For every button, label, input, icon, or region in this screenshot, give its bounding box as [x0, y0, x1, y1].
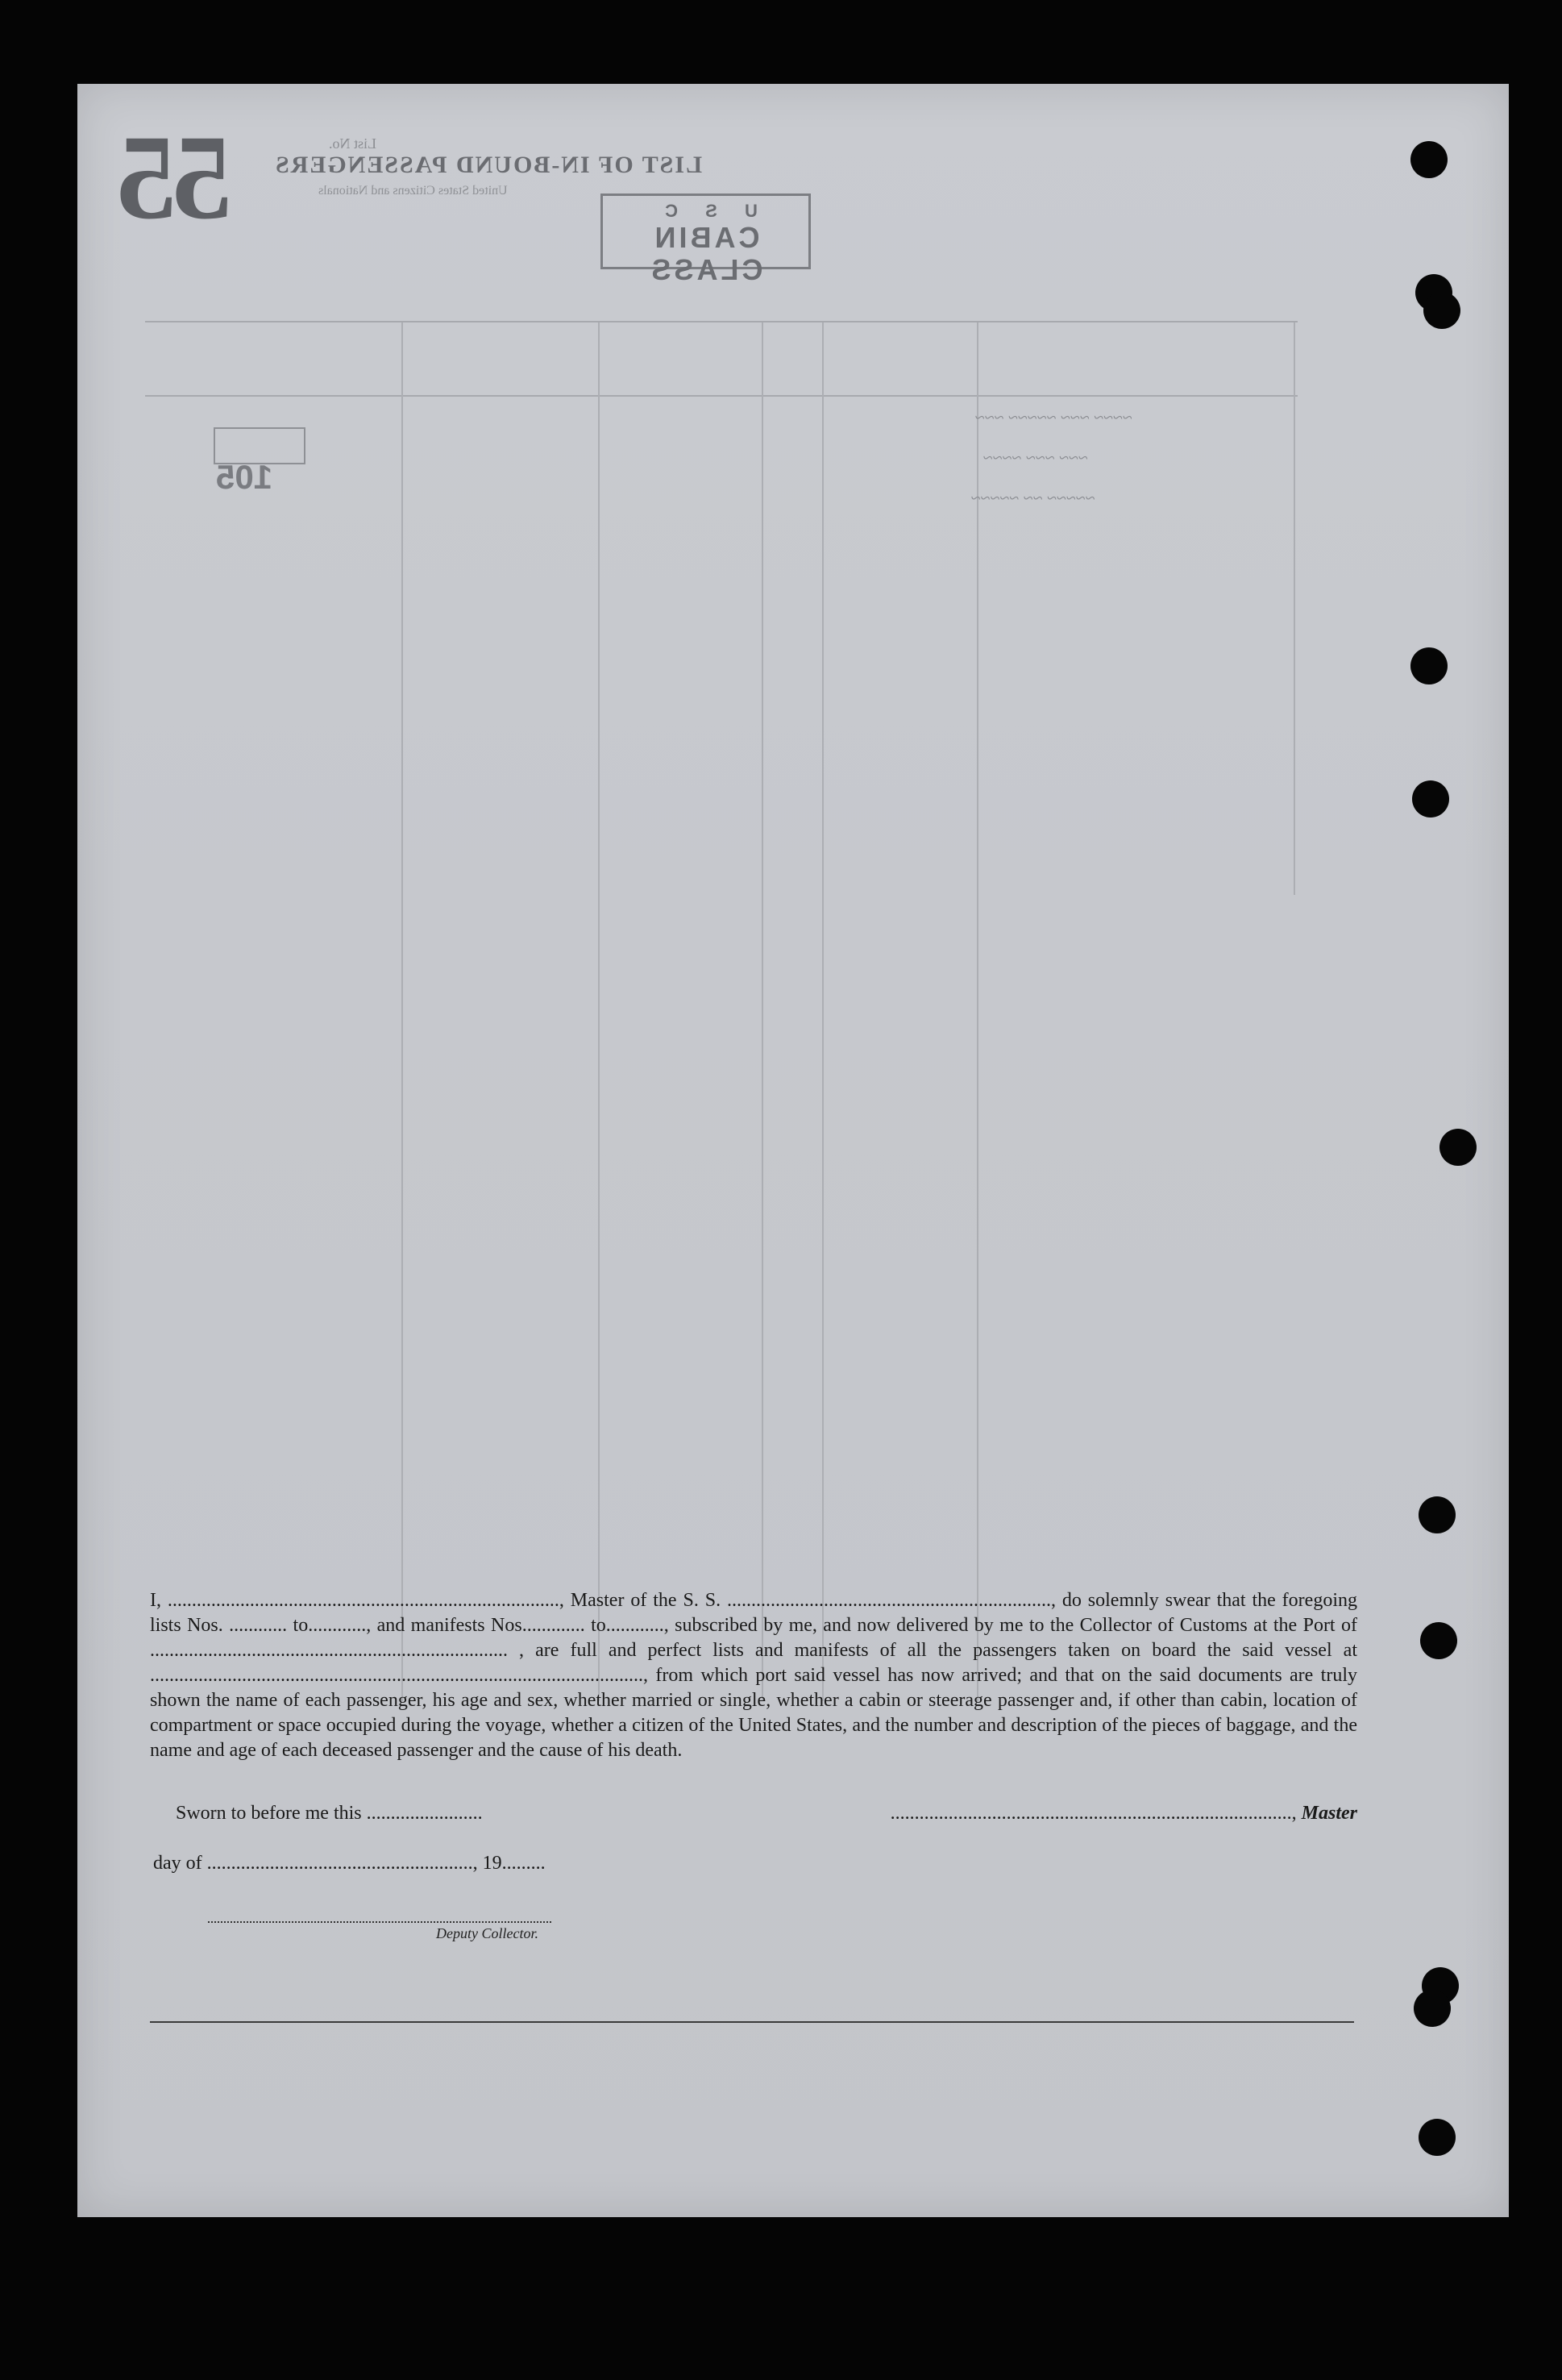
table-column-rule [822, 322, 824, 1701]
master-oath [150, 1588, 1357, 1763]
binder-hole [1420, 1622, 1457, 1659]
binder-hole [1412, 780, 1449, 818]
stamped-number-bleedthrough: 105 [216, 458, 273, 496]
day-line: day of ......................................................., 19......... [153, 1853, 546, 1874]
table-header-rule [145, 395, 1298, 397]
table-column-rule [977, 322, 978, 1701]
master-signature-dots: ..................................................................................., [890, 1803, 1297, 1824]
stamp-line-1: U S C [654, 201, 758, 221]
handwritten-entry-bleedthrough: ~~~ ~~~ ~~~~ [983, 447, 1089, 468]
handwritten-entry-bleedthrough: ~~~~ ~~~ ~~~~~ ~~~ [975, 407, 1133, 427]
binder-hole [1410, 141, 1448, 178]
title-bleedthrough: LIST OF IN-BOUND PASSENGERS [274, 152, 703, 178]
table-column-rule [1294, 322, 1295, 895]
binder-hole [1419, 2119, 1456, 2156]
cabin-class-stamp [600, 193, 811, 286]
sworn-line: Sworn to before me this ........................ [176, 1803, 483, 1824]
master-label: Master [1301, 1803, 1357, 1824]
bottom-rule [150, 2021, 1354, 2023]
binder-hole [1423, 292, 1460, 329]
binder-hole [1414, 1990, 1451, 2027]
oath-paragraph: I, ................................................................................., Master of the S. S. ..................................................................., do solemnly swear that the foregoing lists Nos. ............ to............, and manifests Nos............. to............, subscribed by me, and now delivered by me to the Collector of Customs at the Port of .......................................................................... , are full and perfect lists and manifests of all the passengers taken on board the said vessel at ......................................................................................................, from which port said vessel has now arrived; and that on the said documents are truly shown the name of each passenger, his age and sex, whether married or single, whether a cabin or steerage passenger and, if other than cabin, location of compartment or space occupied during the voyage, whether a citizen of the United States, and the number and description of the pieces of baggage, and the name and age of each deceased passenger and the cause of his death. [150, 1590, 1357, 1761]
deputy-collector-label: Deputy Collector. [436, 1925, 538, 1941]
list-no-label-bleedthrough: List No. [329, 135, 377, 152]
master-signature-line [853, 1803, 1357, 1825]
table-column-rule [401, 322, 403, 1701]
table-column-rule [598, 322, 600, 1701]
binder-hole [1410, 647, 1448, 684]
table-column-rule [762, 322, 763, 1701]
table-header-rule [145, 321, 1298, 322]
subtitle-bleedthrough: United States Citizens and Nationals [318, 184, 508, 198]
stamp-line-2: CABIN CLASS [648, 221, 763, 286]
handwritten-entry-bleedthrough: ~~~~~ ~~ ~~~~~ [971, 488, 1095, 508]
binder-hole [1439, 1129, 1477, 1166]
list-number-bleedthrough: 55 [121, 110, 232, 244]
deputy-signature-line [208, 1921, 551, 1923]
binder-hole [1419, 1496, 1456, 1533]
